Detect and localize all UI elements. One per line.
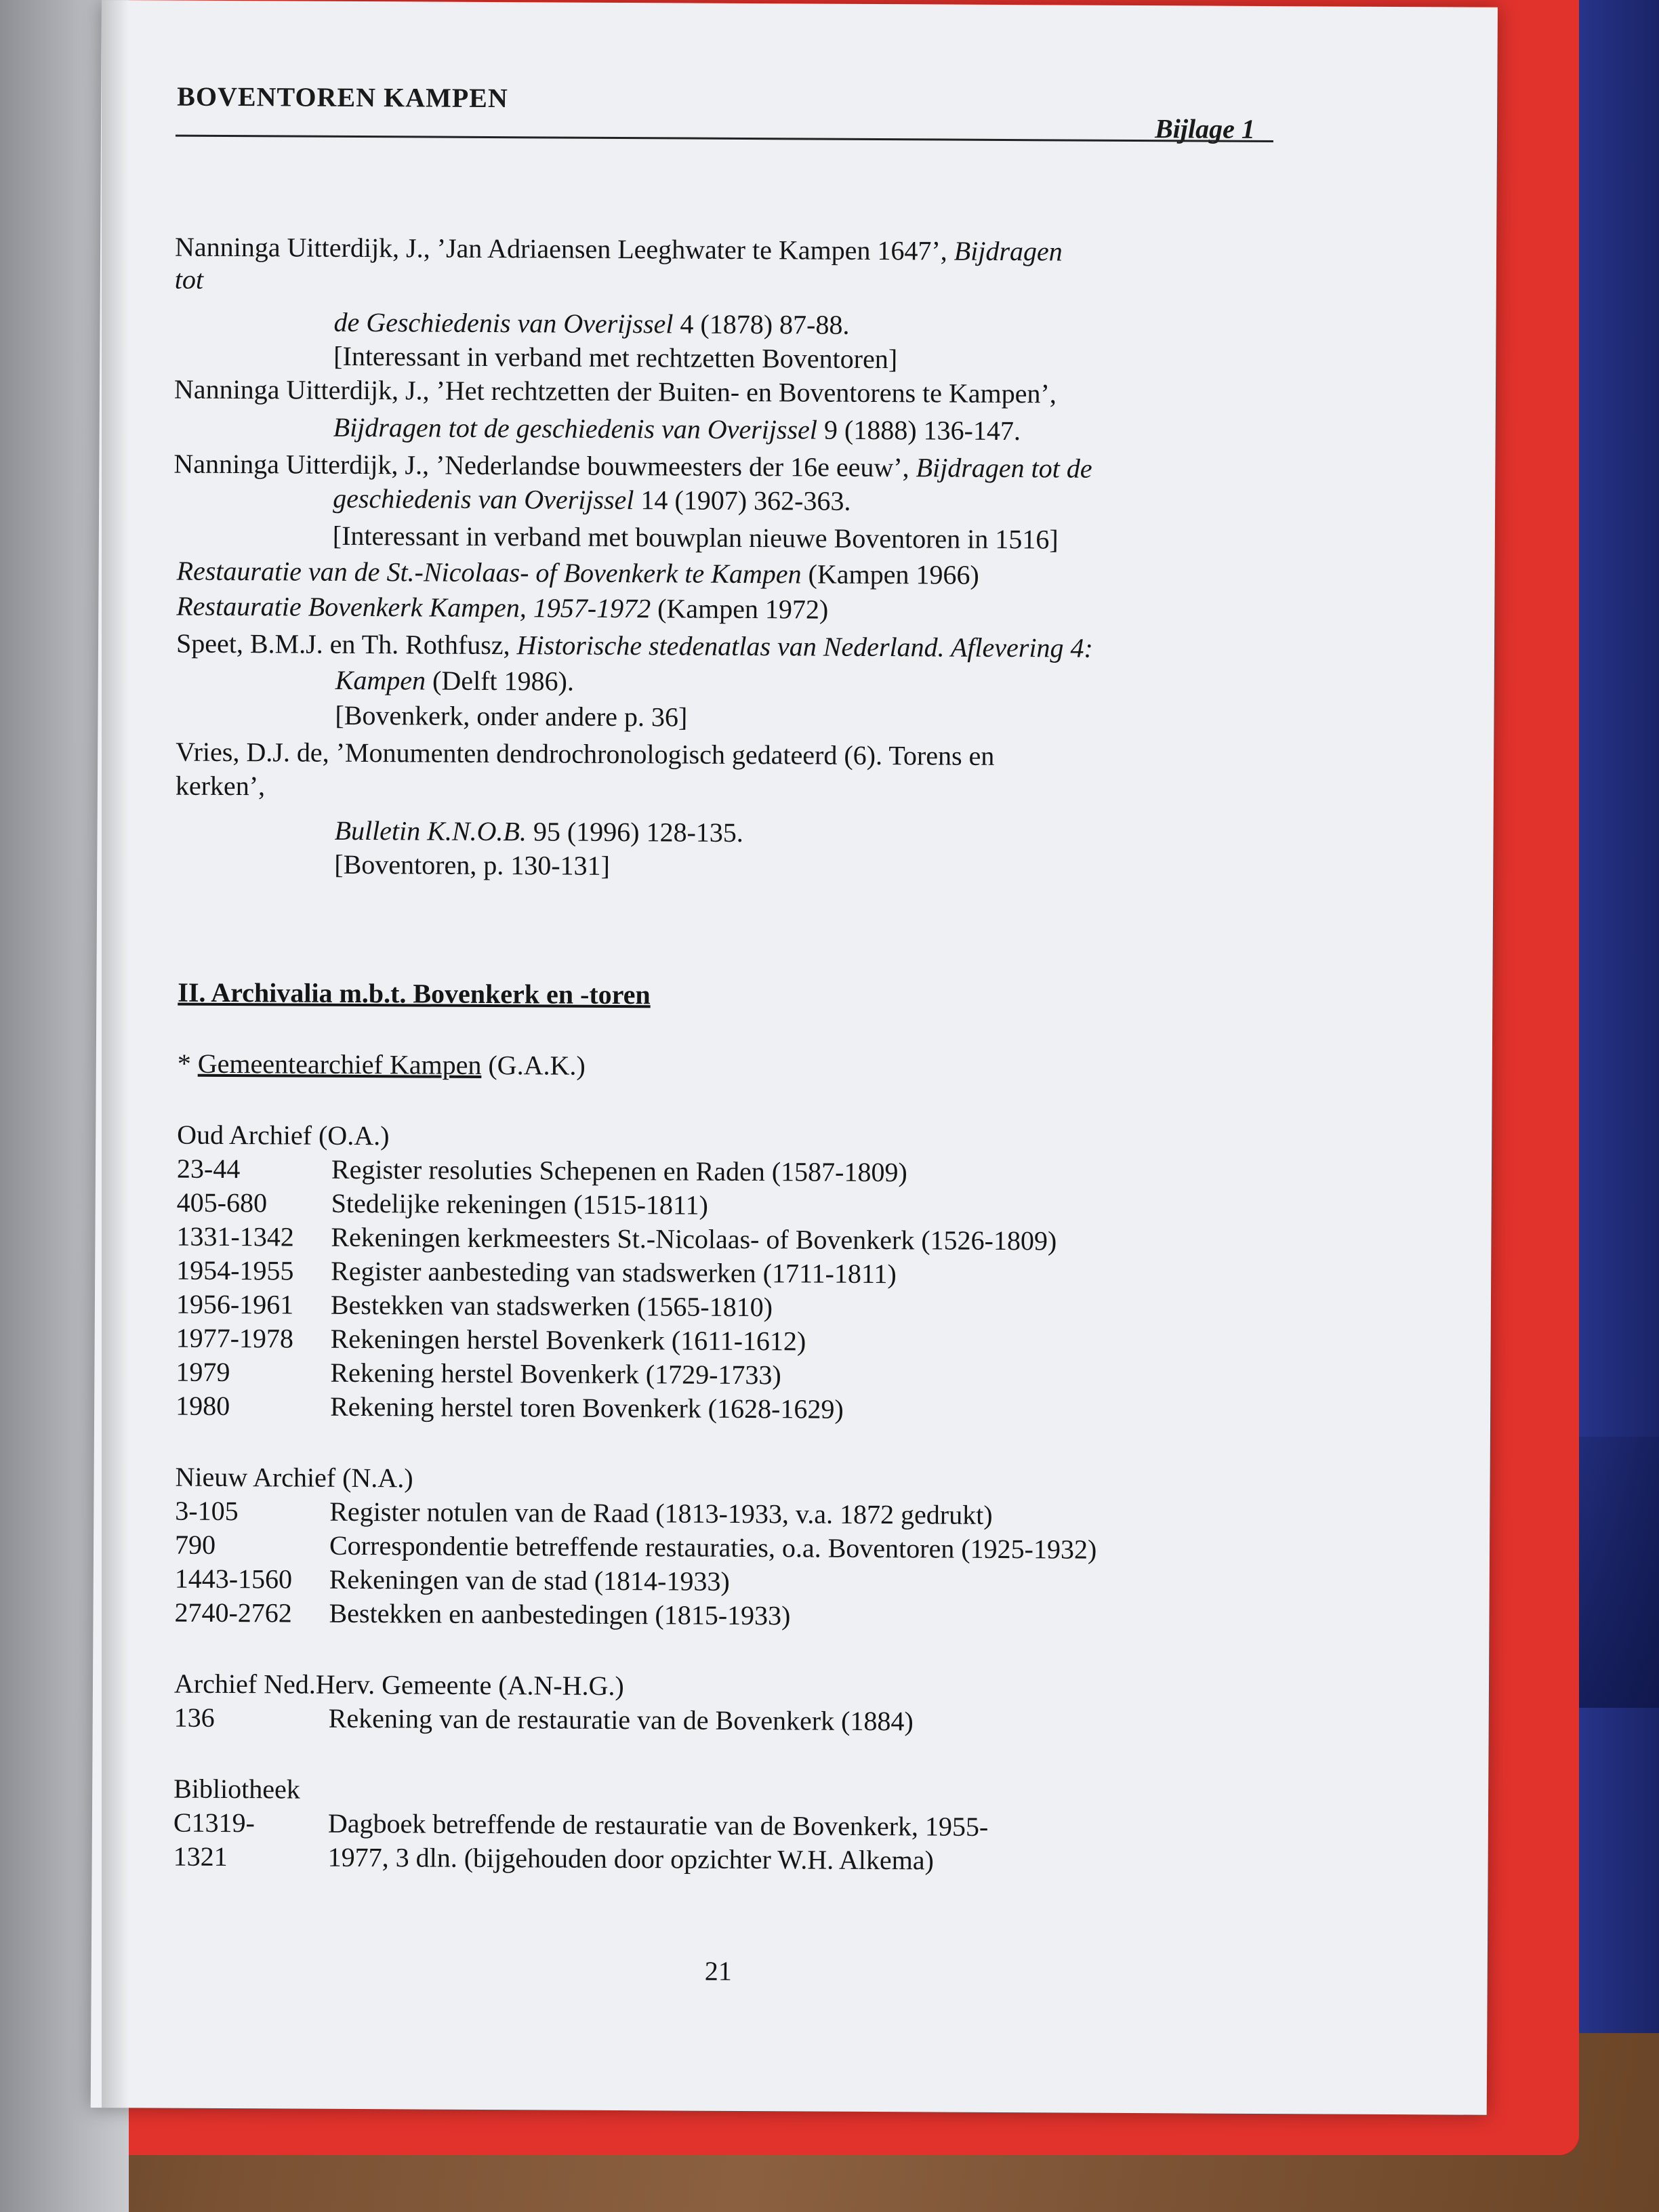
- running-header-appendix: Bijlage 1: [1154, 113, 1255, 144]
- bib-line: tot: [174, 264, 204, 295]
- archive-row: 405-680 Stedelijke rekeningen (1515-1811): [176, 1187, 708, 1221]
- page-number: 21: [704, 1955, 732, 1986]
- group-title: Oud Archief (O.A.): [177, 1119, 390, 1151]
- running-header-title: BOVENTOREN KAMPEN: [177, 81, 508, 114]
- bib-line: geschiedenis van Overijssel 14 (1907) 362-363.: [333, 483, 851, 516]
- group-title: Archief Ned.Herv. Gemeente (A.N-H.G.): [173, 1668, 624, 1702]
- archive-row: C1319- Dagboek betreffende de restauratie van de Bovenkerk, 1955-: [173, 1807, 989, 1842]
- bib-line: Nanninga Uitterdijk, J., ’Jan Adriaensen Leeghwater te Kampen 1647’, Bijdragen: [174, 231, 1063, 267]
- archive-row: 2740-2762 Bestekken en aanbestedingen (1815-1933): [174, 1597, 791, 1631]
- group-title: Nieuw Archief (N.A.): [175, 1461, 413, 1494]
- bib-line: Nanninga Uitterdijk, J., ’Nederlandse bouwmeesters der 16e eeuw’, Bijdragen tot de: [173, 448, 1092, 484]
- bib-line: Vries, D.J. de, ’Monumenten dendrochronologisch gedateerd (6). Torens en: [176, 736, 995, 771]
- archive-row: 136 Rekening van de restauratie van de Bovenkerk (1884): [173, 1702, 914, 1737]
- document-page: [91, 0, 1498, 2115]
- bib-note: [Interessant in verband met bouwplan nieuwe Boventoren in 1516]: [332, 520, 1059, 555]
- section-heading: II. Archivalia m.b.t. Bovenkerk en -toren: [178, 977, 651, 1010]
- archive-row: 1977-1978 Rekeningen herstel Bovenkerk (1611-1612): [176, 1322, 806, 1357]
- archive-row: 1979 Rekening herstel Bovenkerk (1729-1733): [176, 1356, 781, 1391]
- group-title: Bibliotheek: [173, 1773, 300, 1805]
- bib-line: Nanninga Uitterdijk, J., ’Het rechtzetten der Buiten- en Boventorens te Kampen’,: [173, 373, 1057, 409]
- bib-note: [Boventoren, p. 130-131]: [334, 848, 611, 881]
- archive-row: 1980 Rekening herstel toren Bovenkerk (1628-1629): [176, 1390, 844, 1425]
- header-rule: [176, 135, 1273, 142]
- archive-row: 1331-1342 Rekeningen kerkmeesters St.-Nicolaas- of Bovenkerk (1526-1809): [176, 1221, 1057, 1256]
- archive-row: 1954-1955 Register aanbesteding van stadswerken (1711-1811): [176, 1254, 897, 1290]
- bib-line: Bulletin K.N.O.B. 95 (1996) 128-135.: [334, 815, 743, 848]
- archive-row: 1956-1961 Bestekken van stadswerken (1565-1810): [176, 1288, 773, 1323]
- archive-row: 1321 1977, 3 dln. (bijgehouden door opzichter W.H. Alkema): [173, 1841, 935, 1876]
- bib-note: [Bovenkerk, onder andere p. 36]: [335, 699, 688, 733]
- page-gutter-shadow: [102, 0, 129, 2108]
- bib-line: Restauratie Bovenkerk Kampen, 1957-1972 (Kampen 1972): [176, 590, 829, 625]
- bib-line: Kampen (Delft 1986).: [335, 664, 575, 697]
- bib-line: kerken’,: [175, 770, 266, 802]
- bib-line: Bijdragen tot de geschiedenis van Overijssel 9 (1888) 136-147.: [333, 411, 1021, 447]
- archive-name: * Gemeentearchief Kampen (G.A.K.): [177, 1048, 586, 1081]
- bib-line: Speet, B.M.J. en Th. Rothfusz, Historische stedenatlas van Nederland. Aflevering 4:: [176, 628, 1093, 663]
- archive-row: 3-105 Register notulen van de Raad (1813-1933, v.a. 1872 gedrukt): [175, 1495, 993, 1530]
- archive-row: 790 Correspondentie betreffende restauraties, o.a. Boventoren (1925-1932): [174, 1529, 1097, 1565]
- archive-row: 1443-1560 Rekeningen van de stad (1814-1933): [174, 1563, 730, 1597]
- archive-row: 23-44 Register resoluties Schepenen en Raden (1587-1809): [176, 1153, 907, 1188]
- bib-line: de Geschiedenis van Overijssel 4 (1878) 87-88.: [333, 306, 850, 340]
- bib-line: Restauratie van de St.-Nicolaas- of Bovenkerk te Kampen (Kampen 1966): [176, 555, 979, 590]
- bib-note: [Interessant in verband met rechtzetten Boventoren]: [333, 340, 898, 375]
